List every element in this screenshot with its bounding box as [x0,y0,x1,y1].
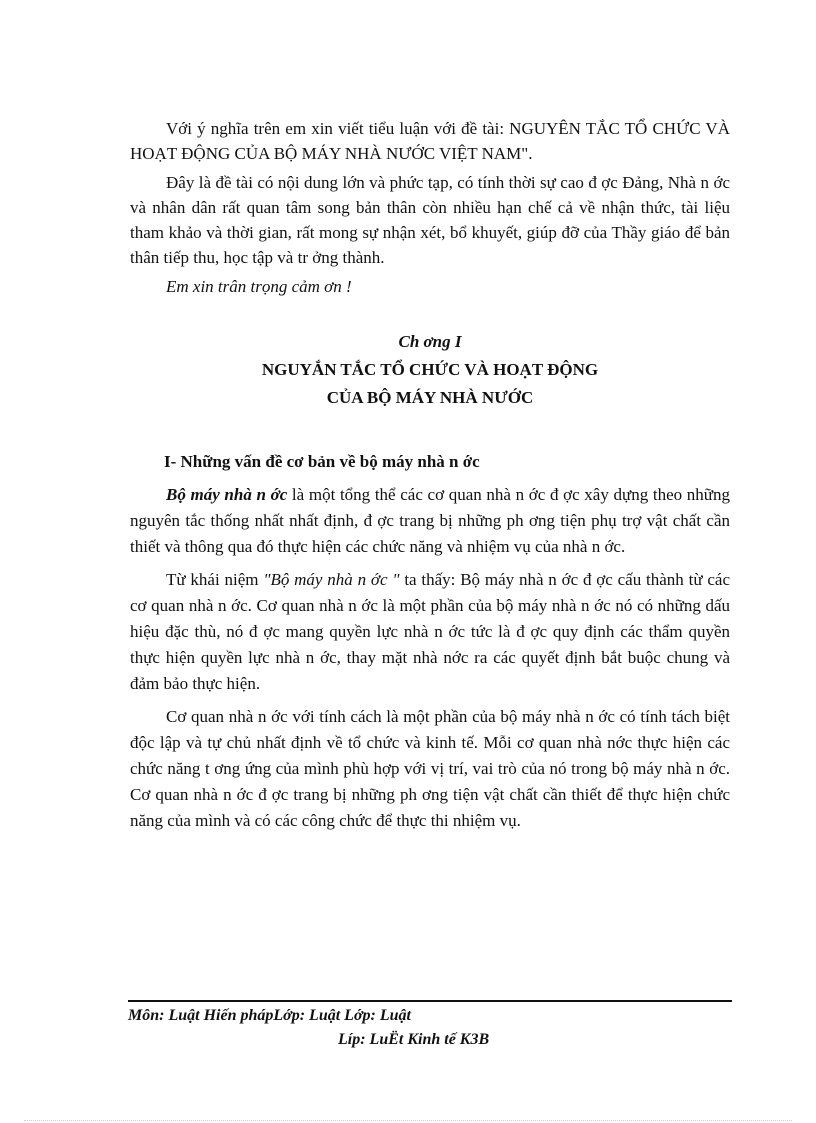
thanks-line: Em xin trân trọng cảm ơn ! [166,277,352,296]
body-paragraph-3: Cơ quan nhà n ớc với tính cách là một phần của bộ máy nhà n ớc có tính tách biệt độc lập và tự chủ nhất định về tổ chức và kinh tế. Mỗi cơ quan nhà nớc thực hiện các chức năng t ơng ứng của mình phù hợp với vị trí, vai trò của nó trong bộ máy nhà n ớc. Cơ quan nhà n ớc đ ợc trang bị những ph ơng tiện vật chất cần thiết để thực hiện chức năng của mình và có các công chức để thực thi nhiệm vụ. [130,706,730,831]
chapter-title-line-1: NGUYẮN TẮC TỔ CHỨC VÀ HOẠT ĐỘNG [261,360,599,379]
body-paragraph-1-text: là một tổng thể các cơ quan nhà n ớc đ ợc xây dựng theo những nguyên tắc thống nhất nhất định, đ ợc trang bị những ph ơng tiện phụ trợ vật chất cần thiết và thông qua đó thực hiện các chức năng và nhiệm vụ của nhà n ớc. [130,485,731,557]
chapter-heading [130,328,730,412]
body-paragraph-2-text: ta thấy: Bộ máy nhà n ớc đ ợc cấu thành từ các cơ quan nhà n ớc. Cơ quan nhà n ớc là một phần của bộ máy nhà n ớc nó có những dấu hiệu đặc thù, nó đ ợc mang quyền lực nhà n ớc tức là đ ợc quy định các thẩm quyền thực hiện quyền lực nhà n ớc, thay mặt nhà nớc ra các quyết định bắt buộc chung và đảm bảo thực hiện. [130,569,731,694]
section-heading: I- Những vấn đề cơ bản về bộ máy nhà n ớc [164,452,480,471]
footer-line-2: Líp: LuËt Kinh tế K3B [338,1031,490,1048]
page-footer [128,1004,732,1052]
intro-paragraph-1: Với ý nghĩa trên em xin viết tiểu luận với đề tài: NGUYÊN TẮC TỔ CHỨC VÀ HOẠT ĐỘNG CỦA BỘ MÁY NHÀ NƯỚC VIỆT NAM". [130,119,730,163]
body-paragraph-2-lead: Từ khái niệm [166,569,264,589]
quoted-term: "Bộ máy nhà n ớc " [263,569,400,589]
footer-line-1: Môn: Luật Hiến phápLớp: Luật Lớp: Luật [128,1007,411,1024]
body-paragraph-2 [130,567,730,698]
intro-section [130,116,730,303]
chapter-title-line-2: CỦA BỘ MÁY NHÀ NƯỚC [326,388,534,407]
section-body [130,482,730,841]
body-paragraph-1 [130,482,730,561]
intro-paragraph-2: Đây là đề tài có nội dung lớn và phức tạp, có tính thời sự cao đ ợc Đảng, Nhà n ớc và nhân dân rất quan tâm song bản thân còn nhiều hạn chế cả về nhận thức, tài liệu tham khảo và thời gian, rất mong sự nhận xét, bổ khuyết, giúp đỡ của Thầy giáo để bản thân tiếp thu, học tập và tr ởng thành. [130,173,730,267]
page-bottom-divider [24,1120,792,1121]
footer-divider [128,1000,732,1002]
defined-term: Bộ máy nhà n ớc [166,485,288,504]
chapter-label: Ch ơng I [398,332,462,351]
